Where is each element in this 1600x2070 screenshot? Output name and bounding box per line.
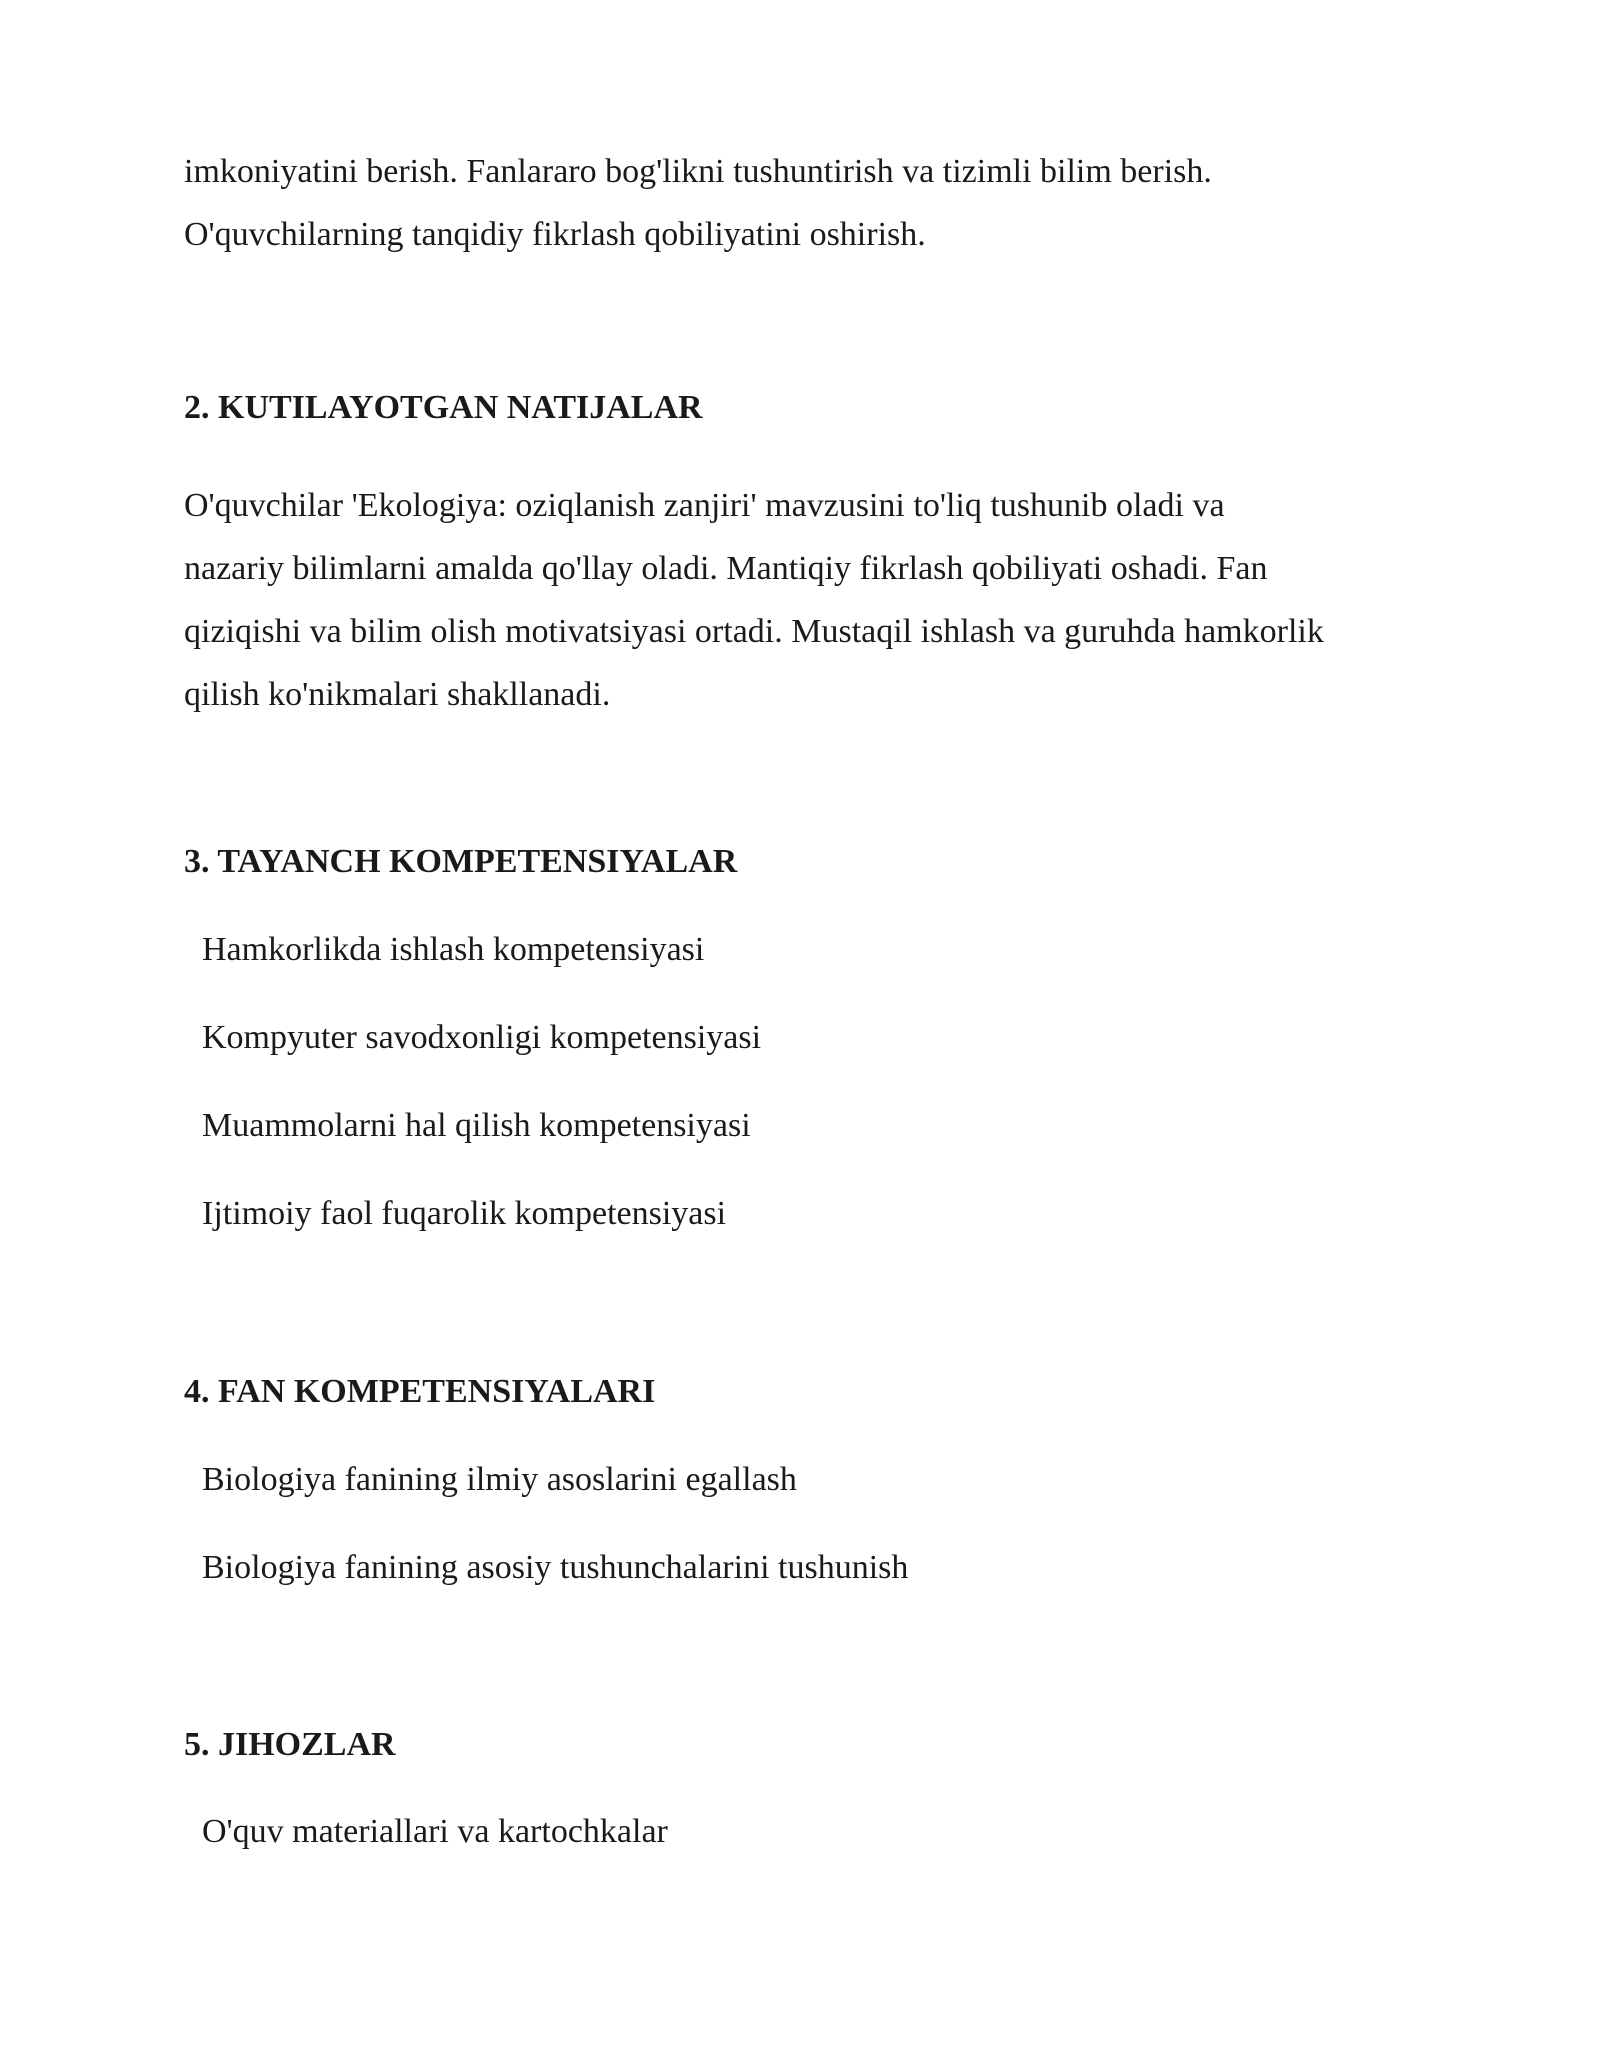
results-paragraph <box>184 474 1324 726</box>
section-heading-results: 2. KUTILAYOTGAN NATIJALAR <box>184 389 703 426</box>
results-line-4: qilish ko'nikmalari shakllanadi. <box>184 676 611 713</box>
intro-paragraph <box>184 140 1212 266</box>
intro-line-1: imkoniyatini berish. Fanlararo bog'likni tushuntirish va tizimli bilim berish. <box>184 153 1212 190</box>
intro-line-2: O'quvchilarning tanqidiy fikrlash qobiliyatini oshirish. <box>184 216 926 253</box>
list-item: Hamkorlikda ishlash kompetensiyasi <box>202 931 705 968</box>
list-item: Ijtimoiy faol fuqarolik kompetensiyasi <box>202 1195 727 1232</box>
list-item: Biologiya fanining asosiy tushunchalarini tushunish <box>202 1549 909 1586</box>
results-line-2: nazariy bilimlarni amalda qo'llay oladi. Mantiqiy fikrlash qobiliyati oshadi. Fan <box>184 550 1268 587</box>
list-item: Biologiya fanining ilmiy asoslarini egallash <box>202 1461 797 1498</box>
list-item: Muammolarni hal qilish kompetensiyasi <box>202 1107 751 1144</box>
results-line-1: O'quvchilar 'Ekologiya: oziqlanish zanjiri' mavzusini to'liq tushunib oladi va <box>184 487 1225 524</box>
section-heading-subject-competencies: 4. FAN KOMPETENSIYALARI <box>184 1373 656 1410</box>
section-heading-core-competencies: 3. TAYANCH KOMPETENSIYALAR <box>184 843 738 880</box>
list-item: O'quv materiallari va kartochkalar <box>202 1813 668 1850</box>
list-item: Kompyuter savodxonligi kompetensiyasi <box>202 1019 762 1056</box>
section-heading-equipment: 5. JIHOZLAR <box>184 1726 396 1763</box>
results-line-3: qiziqishi va bilim olish motivatsiyasi ortadi. Mustaqil ishlash va guruhda hamkorlik <box>184 613 1324 650</box>
